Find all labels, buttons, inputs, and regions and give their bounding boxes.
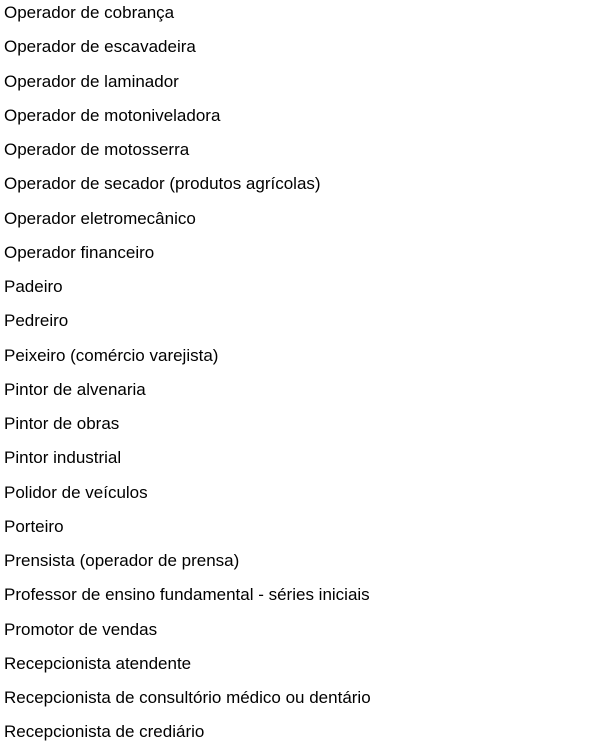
list-item: Operador financeiro: [4, 242, 155, 262]
list-item: Promotor de vendas: [4, 619, 158, 639]
list-item: Pintor de obras: [4, 414, 120, 433]
list-item: Pedreiro: [4, 311, 69, 331]
list-item: Operador de motoniveladora: [4, 105, 221, 125]
list-item: Operador eletromecânico: [4, 208, 196, 228]
list-item: Pintor industrial: [4, 448, 122, 468]
list-item: Operador de motosserra: [4, 140, 190, 159]
occupation-list: [4, 0, 594, 754]
list-item: Prensista (operador de prensa): [4, 551, 240, 570]
list-item: Professor de ensino fundamental - séries iniciais: [4, 585, 370, 605]
list-item: Operador de laminador: [4, 71, 179, 91]
list-item: Operador de secador (produtos agrícolas): [4, 174, 321, 194]
list-item: Recepcionista de crediário: [4, 722, 205, 742]
list-item: Operador de escavadeira: [4, 37, 196, 57]
list-item: Recepcionista atendente: [4, 653, 192, 673]
list-item: Porteiro: [4, 516, 64, 536]
list-item: Peixeiro (comércio varejista): [4, 345, 219, 365]
list-item: Operador de cobrança: [4, 3, 175, 22]
list-item: Recepcionista de consultório médico ou dentário: [4, 688, 371, 707]
list-item: Padeiro: [4, 277, 63, 296]
list-item: Polidor de veículos: [4, 482, 148, 502]
list-item: Pintor de alvenaria: [4, 379, 146, 399]
